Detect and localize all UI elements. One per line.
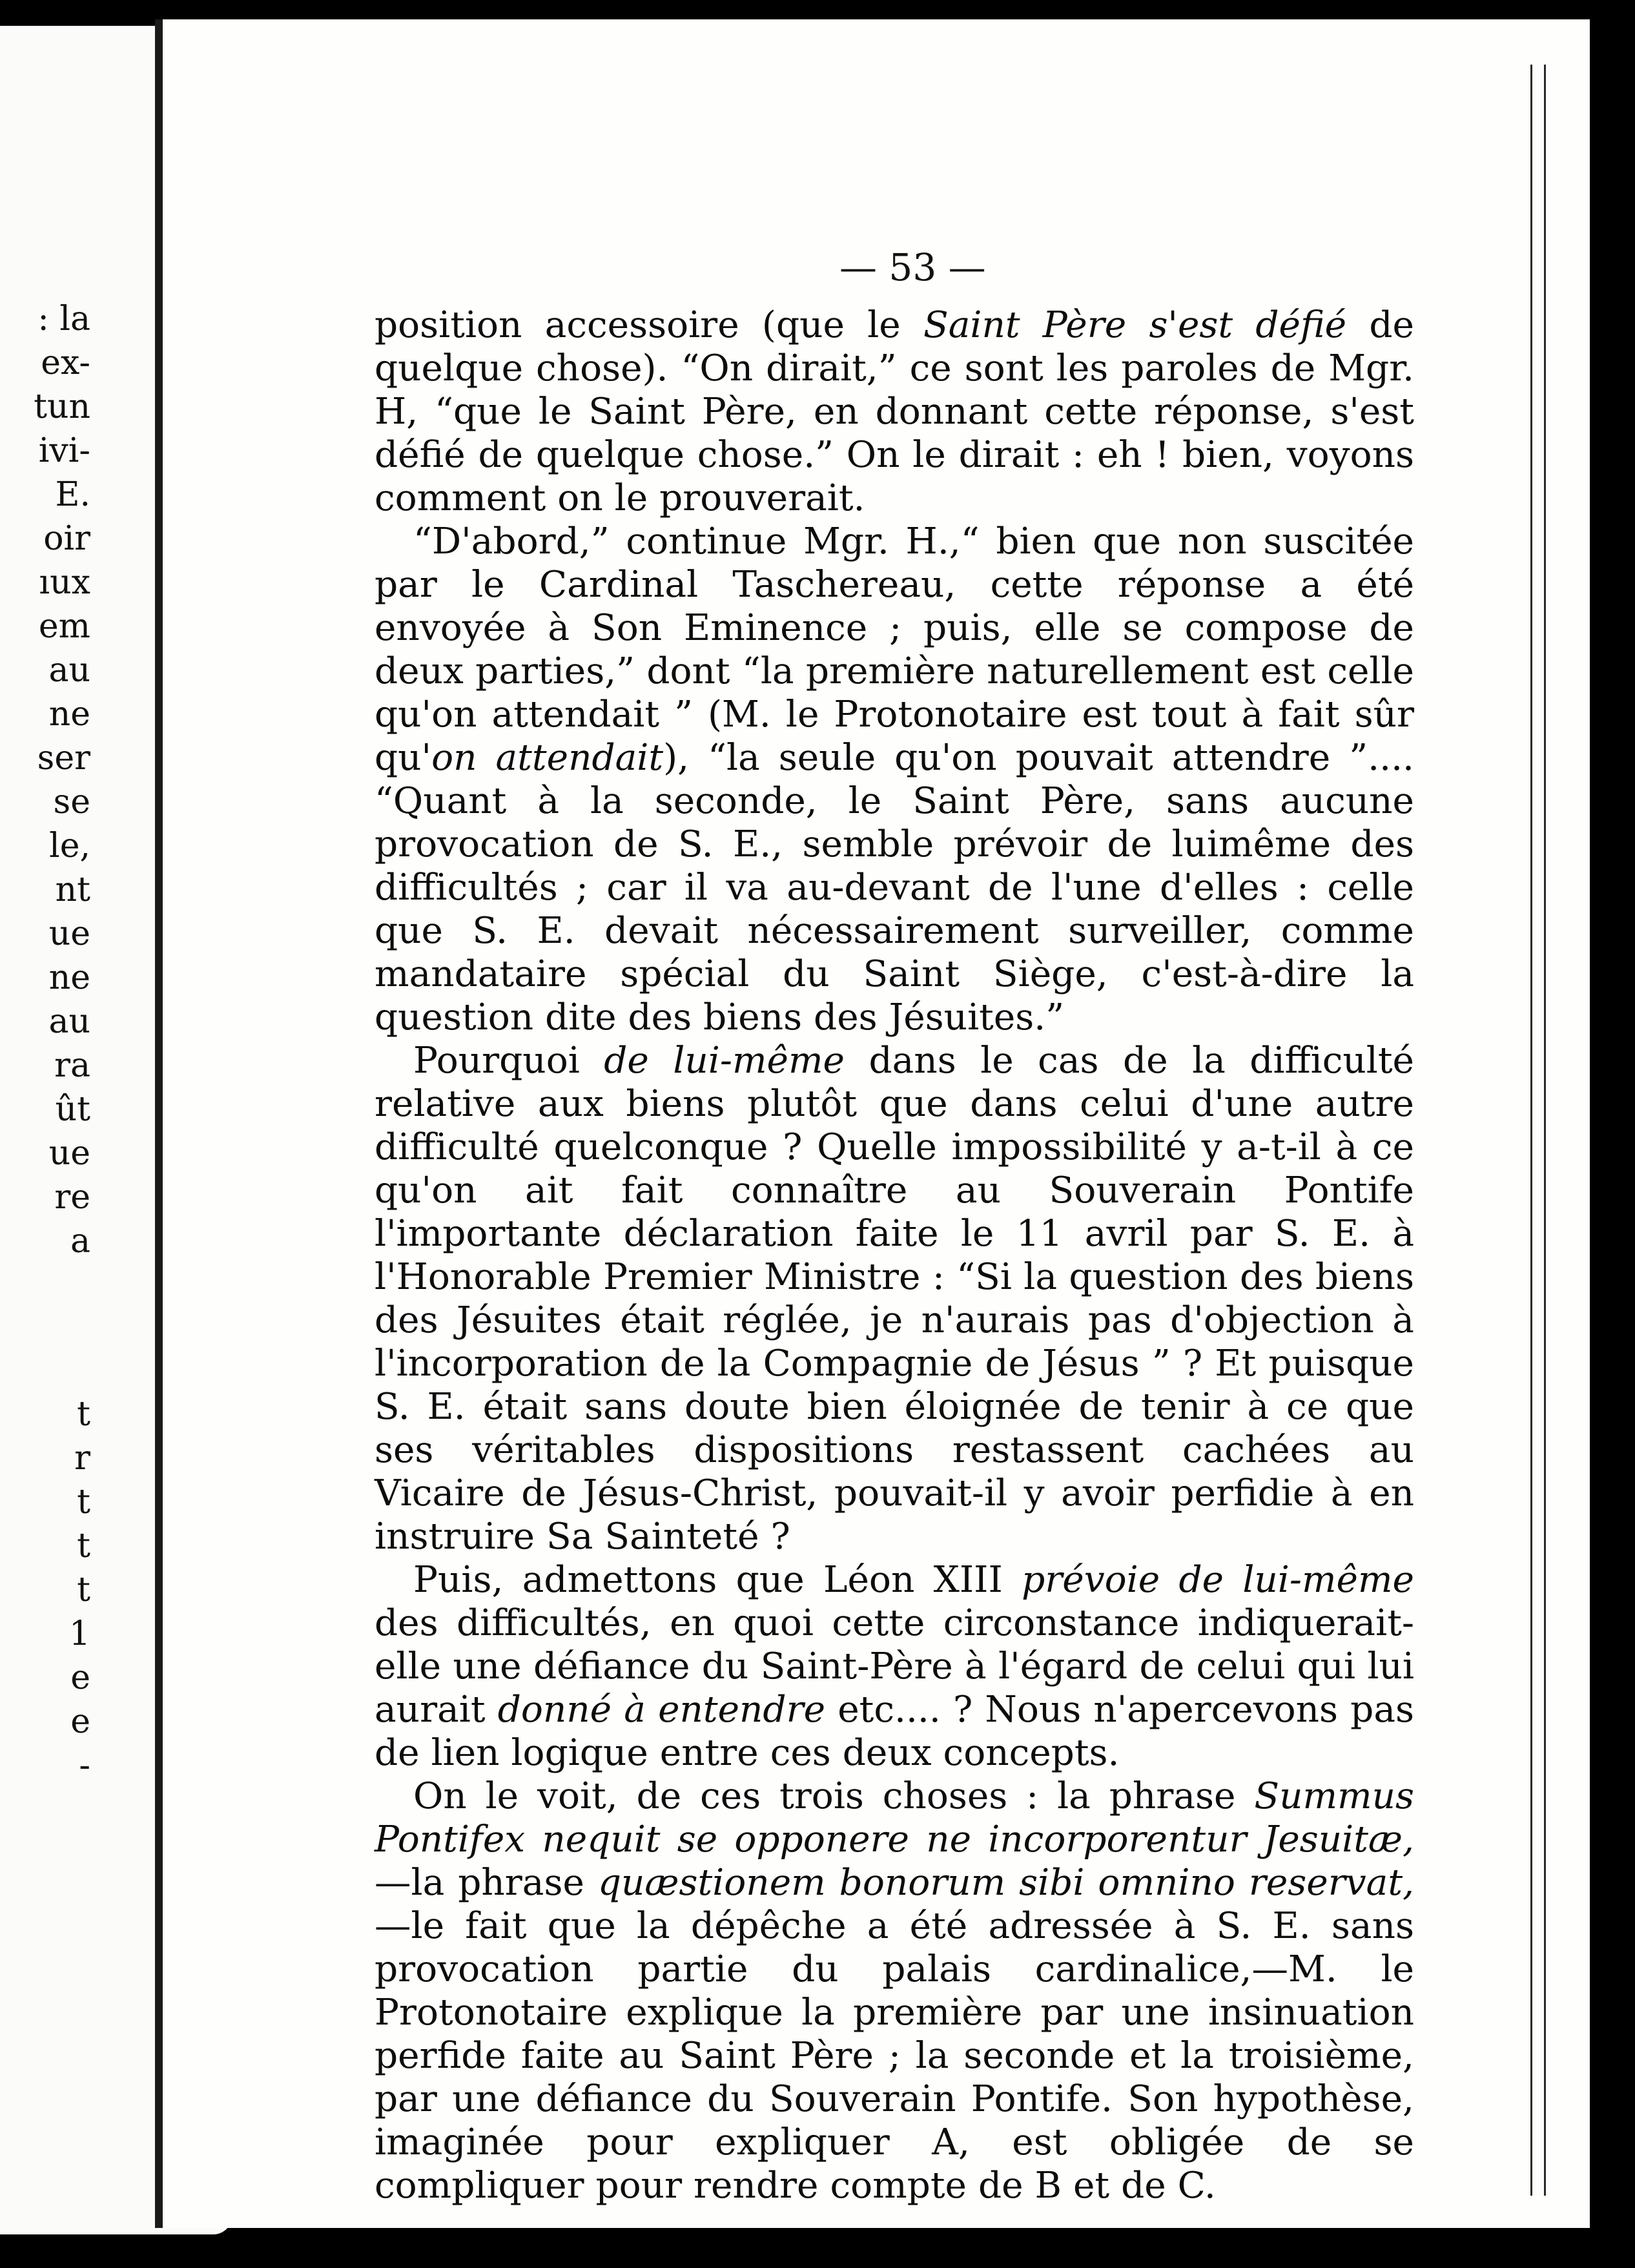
left-page-fragment: ra [54,1046,90,1085]
text-run: ), “la seule qu'on pouvait attendre ”.... “Quant à la seconde, le Saint Père, sans aucune provocation de S. E., semble prévoir de luimême des difficultés ; car il va au-devant de l'une d'elles : celle que S. E. devait nécessairement surveiller, comme mandataire spécial du Saint Siège, c'est-à-dire la question dite des biens des Jésuites.” [375,737,1414,1038]
left-page-fragment: t [77,1483,90,1521]
left-page-fragment: se [53,783,90,821]
text-run: etc.... ? Nous n'apercevons pas de lien logique entre ces deux concepts. [375,1689,1414,1774]
left-page-fragment: : la [37,300,90,338]
paragraph [375,520,1414,1039]
left-page-fragment: au [48,651,90,690]
page-edge [1530,65,1546,2196]
left-page-fragment: ue [48,914,90,953]
italic-text: quæstionem bonorum sibi omnino reservat, [597,1862,1414,1904]
text-run: des difficultés, en quoi cette circonstance indiquerait-elle une défiance du Saint-Père à l'égard de celui qui lui aurait [375,1602,1414,1731]
left-page-fragment: ivi- [38,431,90,470]
paragraph [375,1775,1414,2207]
left-page-fragment: oir [43,519,90,558]
text-run: dans le cas de la difficulté relative aux biens plutôt que dans celui d'une autre difficulté quelconque ? Quelle impossibilité y a-t-il à ce qu'on ait fait connaître au Souverain Pontife l'importante déclaration faite le 11 avril par S. E. à l'Honorable Premier Ministre : “Si la question des biens des Jésuites était réglée, je n'aurais pas d'objection à l'incorporation de la Compagnie de Jésus ” ? Et puisque S. E. était sans doute bien éloignée de tenir à ce que ses véritables dispositions restassent cachées au Vicaire de Jésus-Christ, pouvait-il y avoir perfidie à en instruire Sa Sainteté ? [375,1040,1414,1558]
paragraph [375,304,1414,520]
left-page-fragment: ex- [41,344,90,382]
text-run: Pourquoi [413,1040,604,1082]
text-run: position accessoire (que le [375,304,923,346]
left-page-fragment: re [54,1178,90,1217]
text-run: —le fait que la dépêche a été adressée à S. E. sans provocation partie du palais cardinalice,—M. le Protonotaire explique la première par une insinuation perfide faite au Saint Père ; la seconde et la troisième, par une défiance du Souverain Pontife. Son hypothèse, imaginée pour expliquer A, est obligée de se compliquer pour rendre compte de B et de C. [375,1905,1414,2207]
left-page-fragment: le, [49,827,90,865]
italic-text: donné à entendre [497,1689,826,1731]
left-page-fragment: e [70,1658,90,1697]
left-page-fragment: ne [48,695,90,734]
left-page-fragment: nt [55,871,90,909]
text-run: “D'abord,” continue Mgr. H.,“ bien que non suscitée par le Cardinal Taschereau, cette réponse a été envoyée à Son Eminence ; puis, elle se compose de deux parties,” dont “la première naturellement est celle qu'on attendait ” (M. le Protonotaire est tout à fait sûr qu' [375,521,1414,779]
text-run: Puis, admettons que Léon XIII [413,1559,1022,1601]
italic-text: de lui-même [604,1040,845,1082]
left-page-fragment: t [77,1571,90,1609]
paragraph [375,1558,1414,1775]
left-page-fragments [0,297,90,1788]
page-number: — 53 — [839,245,986,289]
left-page-fragment: ût [55,1090,90,1129]
left-page-fragment: t [77,1395,90,1434]
paragraph [375,1039,1414,1558]
italic-text: on attendait [431,737,664,779]
left-page-fragment: t [77,1527,90,1565]
left-page-fragment: 1 [68,1614,90,1653]
left-page-fragment: tun [34,387,90,426]
italic-text: prévoie de lui-même [1022,1559,1414,1601]
left-page-fragment: ue [48,1134,90,1173]
left-page-fragment: - [79,1746,90,1785]
italic-text: Saint Père s'est défié [923,304,1347,346]
left-page-fragment: r [74,1439,90,1478]
left-page-fragment: ne [48,958,90,997]
left-page-fragment: em [38,607,90,646]
left-page-fragment: a [70,1222,90,1261]
left-page-fragment: E. [55,475,90,514]
text-run: —la phrase [375,1862,598,1904]
fragment-gap [0,1263,90,1392]
italic-text: Summus Pontifex nequit se opponere ne incorporentur Jesuitæ, [375,1775,1414,1861]
left-page-fragment: ser [37,739,90,778]
body-text [375,304,1414,2207]
left-page-fragment: e [70,1702,90,1741]
left-page-fragment: au [48,1002,90,1041]
text-run: On le voit, de ces trois choses : la phrase [413,1775,1255,1817]
left-page-fragment: ıux [39,563,90,602]
text-run: de quelque chose). “On dirait,” ce sont les paroles de Mgr. H, “que le Saint Père, en donnant cette réponse, s'est défié de quelque chose.” On le dirait : eh ! bien, voyons comment on le prouverait. [375,304,1414,519]
